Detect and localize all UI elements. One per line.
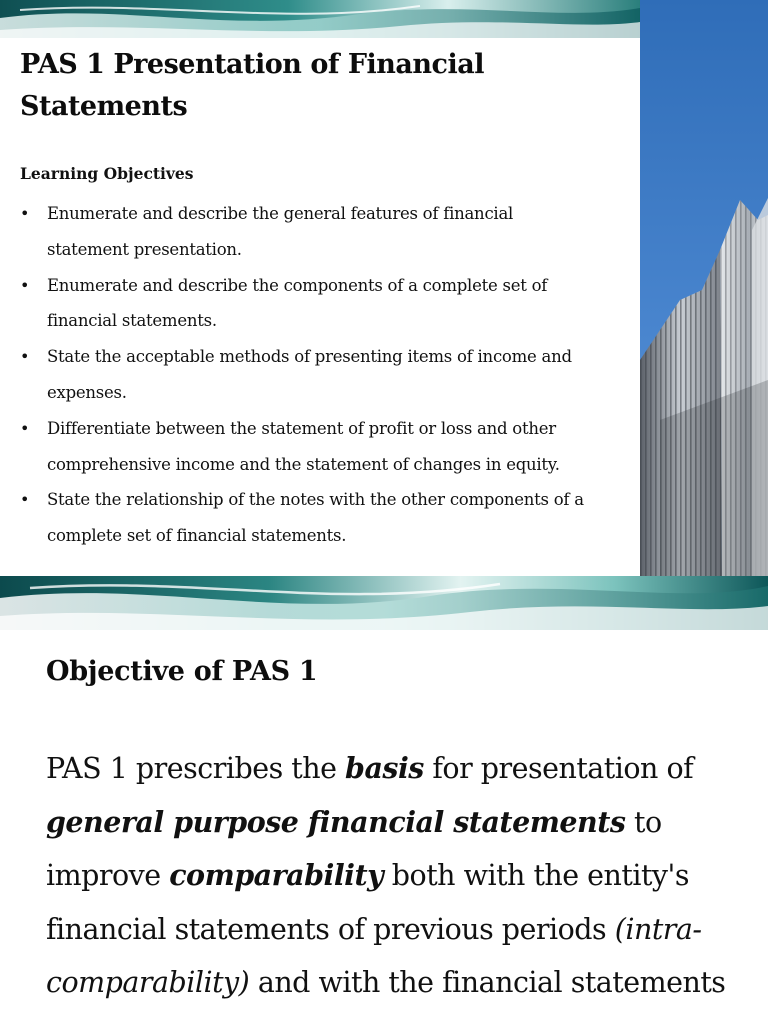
text-run: improve — [46, 859, 170, 892]
text-run: both with the entity's — [383, 859, 689, 892]
text-run: PAS 1 prescribes the — [46, 752, 346, 785]
bullet-icon: • — [20, 347, 30, 367]
objective-line: State the acceptable methods of presenting items of income and — [47, 347, 572, 367]
bullet-icon: • — [20, 490, 30, 510]
objective-line: comprehensive income and the statement of changes in equity. — [47, 454, 560, 474]
objective-item — [20, 411, 630, 483]
wave-banner-top — [0, 0, 640, 40]
objective-item — [20, 482, 630, 554]
objective-item — [20, 339, 630, 411]
bullet-icon: • — [20, 275, 30, 295]
objective-line: complete set of financial statements. — [47, 526, 347, 546]
italic-intra: (intra- — [614, 912, 702, 946]
paragraph-line-2 — [46, 796, 746, 850]
objective-line: expenses. — [47, 382, 127, 402]
slide-2 — [0, 576, 768, 1024]
text-run: to — [625, 805, 662, 839]
objective-paragraph — [46, 742, 746, 1010]
italic-comparability: comparability) — [46, 966, 250, 999]
emphasis-comparability: comparability — [169, 858, 384, 892]
text-run: for presentation of — [423, 752, 694, 785]
bullet-icon: • — [20, 204, 30, 223]
learning-objectives-list — [20, 196, 630, 554]
learning-objectives-heading: Learning Objectives — [20, 164, 194, 183]
building-photo — [640, 0, 768, 576]
objective-item — [20, 268, 630, 340]
paragraph-line-4 — [46, 903, 746, 957]
emphasis-gpfs: general purpose financial statements — [46, 804, 626, 839]
objective-line: Differentiate between the statement of profit or loss and other — [47, 418, 556, 438]
slide-1-title: PAS 1 Presentation of Financial Statements — [20, 49, 484, 122]
text-run: and with the financial statements — [249, 966, 726, 999]
objective-line: Enumerate and describe the general features of financial — [47, 204, 514, 223]
wave-banner-bottom — [0, 576, 768, 634]
paragraph-line-5 — [46, 956, 746, 1010]
objective-line: financial statements. — [47, 311, 217, 331]
objective-line: statement presentation. — [47, 239, 242, 259]
objective-line: State the relationship of the notes with the other components of a — [47, 490, 584, 510]
objective-item — [20, 196, 630, 268]
bullet-icon: • — [20, 418, 30, 438]
paragraph-line-3 — [46, 849, 746, 903]
text-run: financial statements of previous periods — [46, 912, 615, 946]
objective-line: Enumerate and describe the components of a complete set of — [47, 275, 548, 295]
slide-2-title: Objective of PAS 1 — [46, 656, 318, 687]
paragraph-line-1 — [46, 742, 746, 796]
emphasis-basis: basis — [345, 751, 424, 785]
